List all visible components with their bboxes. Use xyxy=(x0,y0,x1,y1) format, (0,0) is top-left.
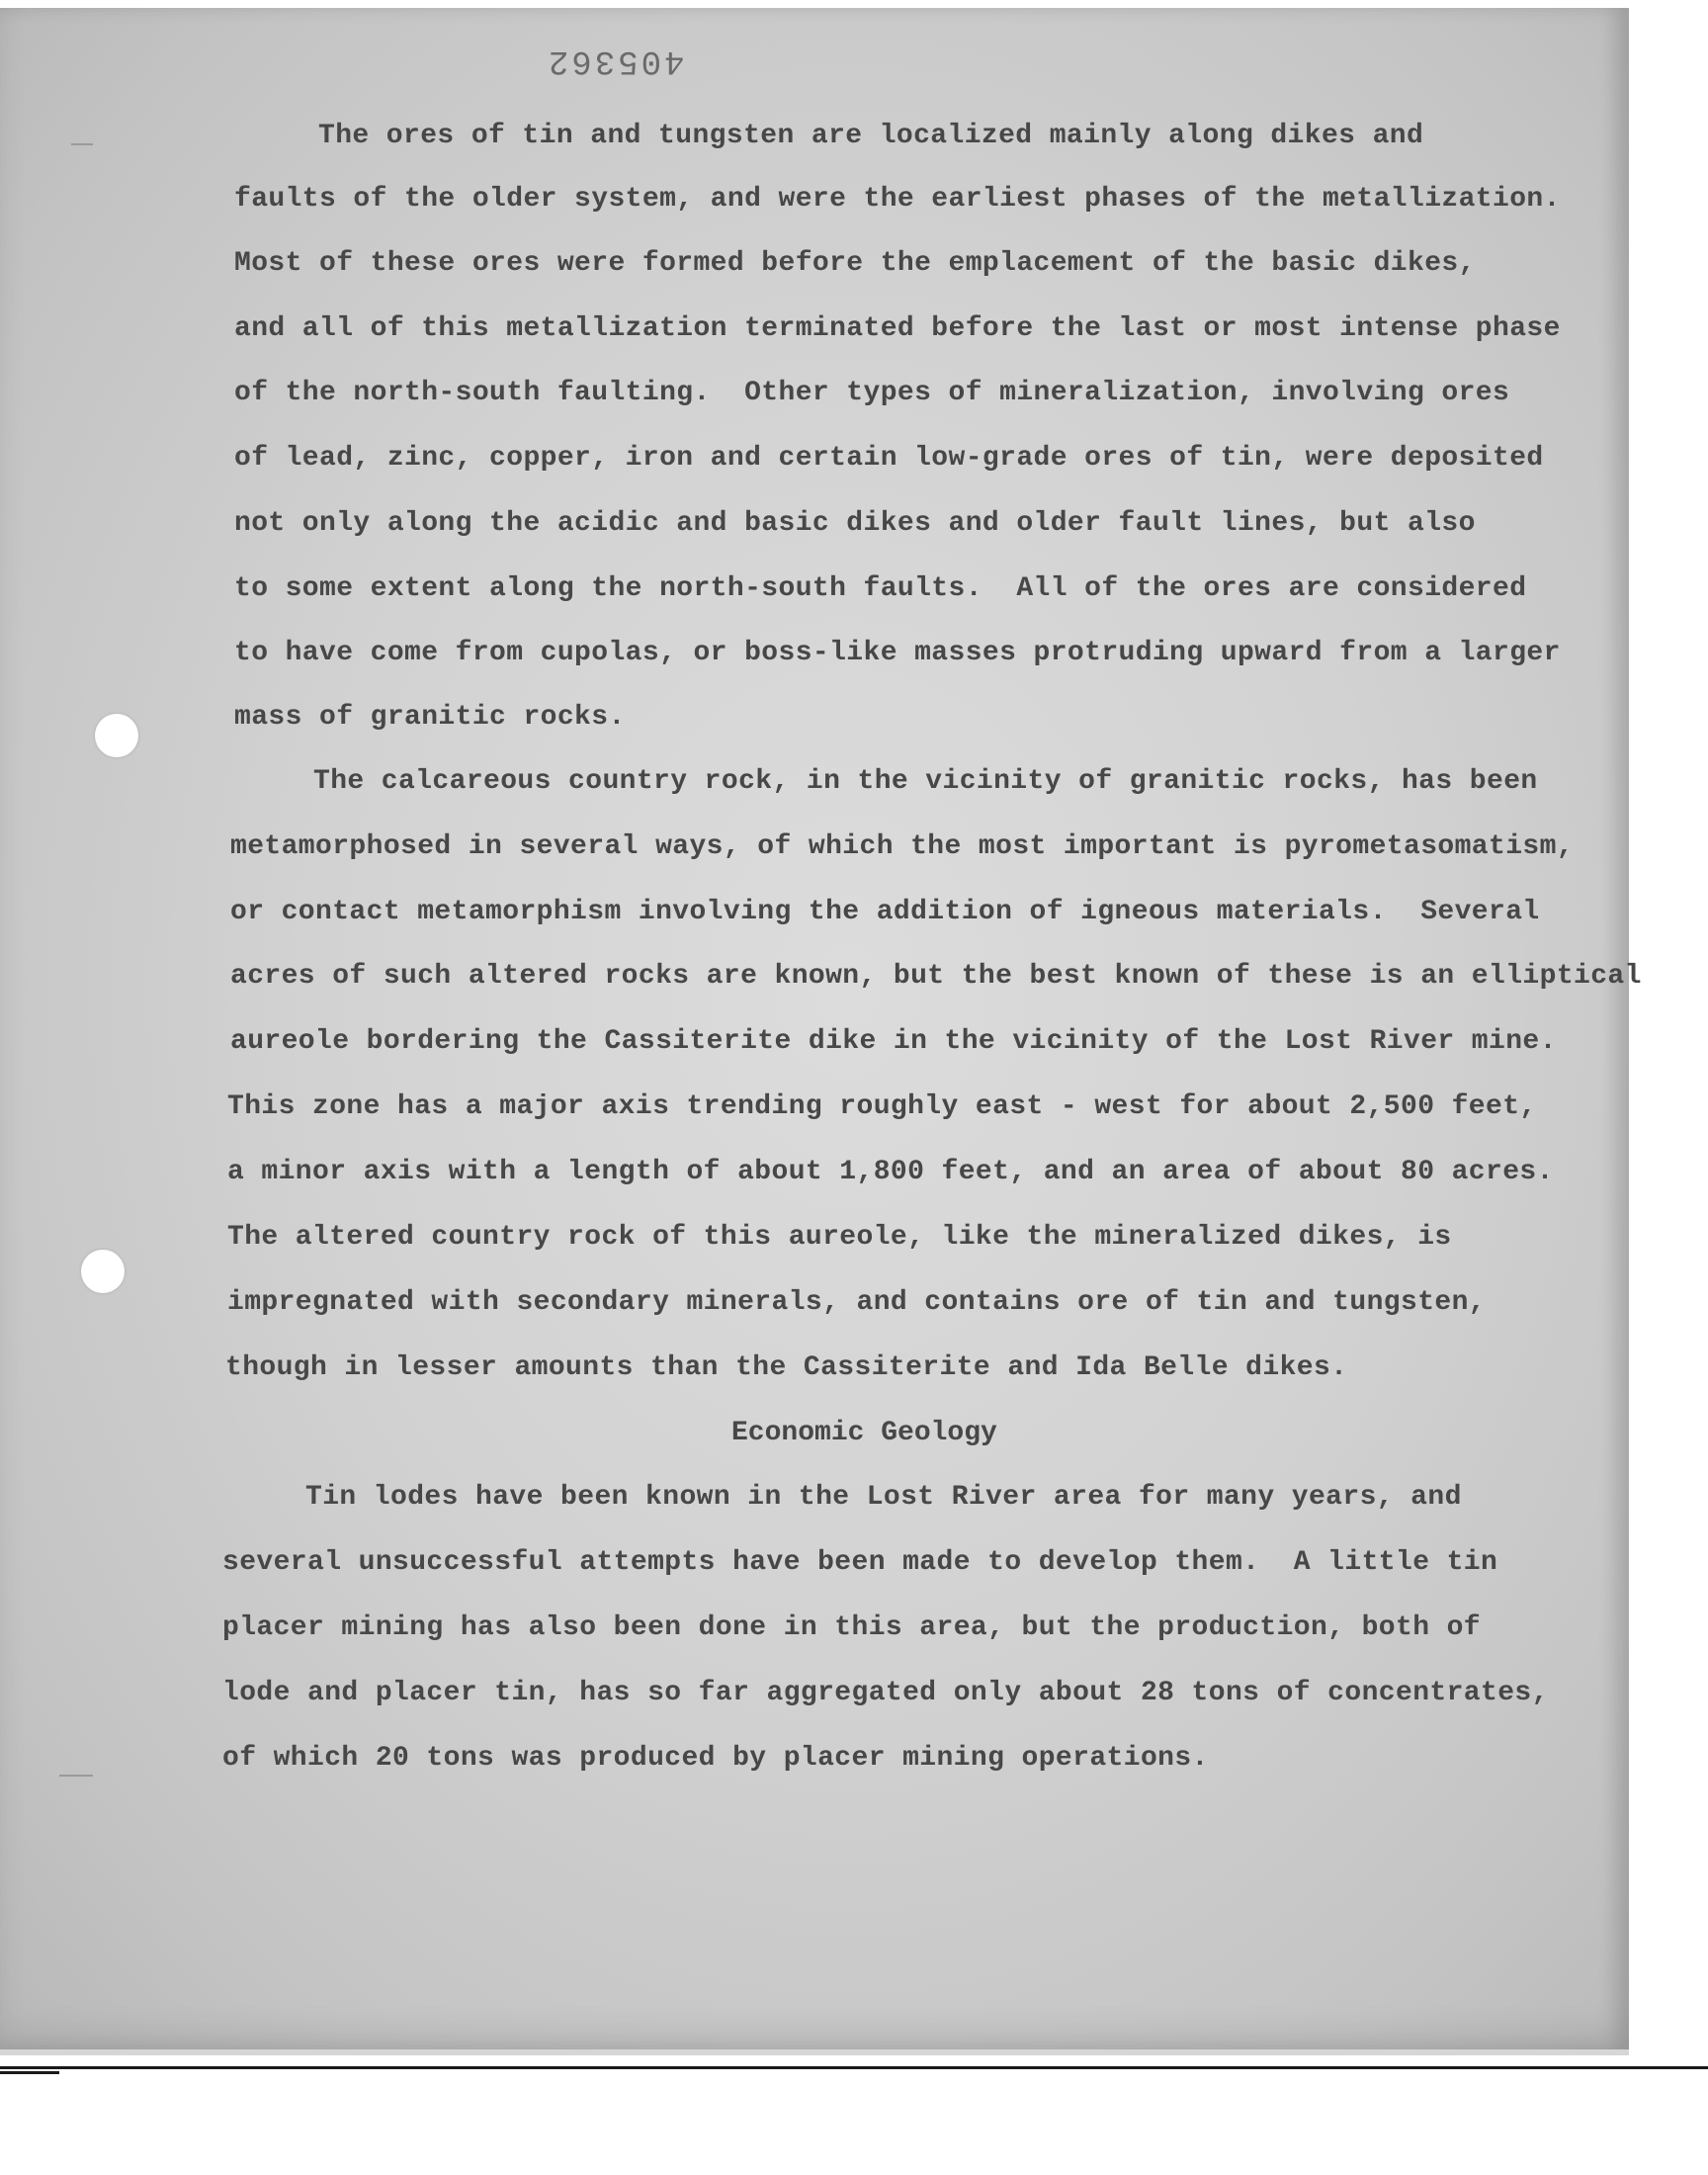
text-line: acres of such altered rocks are known, but the best known of these is an elliptical xyxy=(230,961,1642,992)
text-line: mass of granitic rocks. xyxy=(234,702,626,733)
text-line: The altered country rock of this aureole, like the mineralized dikes, is xyxy=(227,1222,1452,1253)
punch-hole-lower xyxy=(81,1250,125,1293)
text-line: faults of the older system, and were the earliest phases of the metallization. xyxy=(234,184,1561,215)
document-stamp-number: 405362 xyxy=(546,42,685,79)
text-line: of lead, zinc, copper, iron and certain low-grade ores of tin, were deposited xyxy=(234,443,1544,474)
text-line: Tin lodes have been known in the Lost River area for many years, and xyxy=(305,1482,1462,1513)
text-line: of which 20 tons was produced by placer mining operations. xyxy=(222,1743,1209,1774)
text-line: metamorphosed in several ways, of which the most important is pyrometasomatism, xyxy=(230,831,1575,862)
text-line: lode and placer tin, has so far aggregated only about 28 tons of concentrates, xyxy=(222,1678,1549,1708)
scan-bottom-edge xyxy=(0,2049,1629,2055)
text-line: aureole bordering the Cassiterite dike in the vicinity of the Lost River mine. xyxy=(230,1026,1557,1057)
margin-smudge xyxy=(59,1775,93,1777)
page-divider-line xyxy=(0,2066,1708,2069)
punch-hole-upper xyxy=(95,714,138,757)
text-line: This zone has a major axis trending roughly east - west for about 2,500 feet, xyxy=(227,1091,1537,1122)
text-line: The calcareous country rock, in the vicinity of granitic rocks, has been xyxy=(313,766,1538,797)
text-line: Most of these ores were formed before the emplacement of the basic dikes, xyxy=(234,248,1476,279)
text-line: or contact metamorphism involving the addition of igneous materials. Several xyxy=(230,897,1540,927)
text-line: not only along the acidic and basic dikes and older fault lines, but also xyxy=(234,508,1476,539)
text-line: and all of this metallization terminated before the last or most intense phase xyxy=(234,313,1561,344)
text-line: though in lesser amounts than the Cassiterite and Ida Belle dikes. xyxy=(225,1352,1348,1383)
text-line: to some extent along the north-south faults. All of the ores are considered xyxy=(234,573,1527,604)
text-line: a minor axis with a length of about 1,800 feet, and an area of about 80 acres. xyxy=(227,1157,1554,1187)
page-divider-line-short xyxy=(0,2071,59,2074)
margin-smudge xyxy=(71,143,93,145)
text-line: to have come from cupolas, or boss-like masses protruding upward from a larger xyxy=(234,638,1561,668)
text-line: several unsuccessful attempts have been made to develop them. A little tin xyxy=(222,1547,1498,1578)
text-line: impregnated with secondary minerals, and contains ore of tin and tungsten, xyxy=(227,1287,1487,1318)
text-line: placer mining has also been done in this area, but the production, both of xyxy=(222,1612,1482,1643)
section-heading: Economic Geology xyxy=(731,1418,997,1448)
text-line: The ores of tin and tungsten are localized mainly along dikes and xyxy=(318,121,1424,151)
text-line: of the north-south faulting. Other types of mineralization, involving ores xyxy=(234,378,1510,408)
